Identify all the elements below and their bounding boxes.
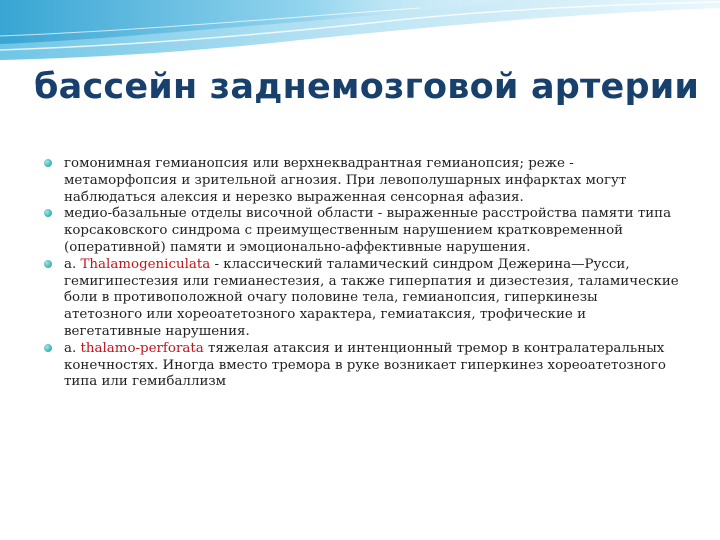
bullet-dot-icon xyxy=(44,260,52,268)
bullet-item-3 xyxy=(40,257,680,341)
decorative-wave-header xyxy=(0,0,720,70)
slide-title: бассейн заднемозговой артерии xyxy=(34,67,700,107)
bullet-dot-icon xyxy=(44,159,52,167)
bullet-text: - классический таламический синдром Дежерина—Русси, гемигипестезия или гемианестезия, а также гиперпатия и дизестезия, таламические боли в противоположной очагу половине тела, гемианопсия, гиперкинезы атетозного или хореоатетозного характера, гемиатаксия, трофические и вегетативные нарушения. xyxy=(64,256,679,339)
artery-name-highlight: Thalamogeniculata xyxy=(80,256,211,272)
bullet-prefix: a. xyxy=(64,340,81,356)
bullet-text: тяжелая атаксия и интенционный тремор в контралатеральных конечностях. Иногда вместо тремора в руке возникает гиперкинез хореоатетозного типа или гемибаллизм xyxy=(64,340,666,390)
artery-name-highlight: thalamo-perforata xyxy=(80,340,204,356)
bullet-dot-icon xyxy=(44,344,52,352)
bullet-prefix: a. xyxy=(64,256,81,272)
bullet-list xyxy=(40,156,680,391)
bullet-item-1 xyxy=(40,156,680,206)
bullet-item-4 xyxy=(40,341,680,391)
bullet-text: гомонимная гемианопсия или верхнеквадрантная гемианопсия; реже - метаморфопсия и зрительной агнозия. При левополушарных инфарктах могут наблюдаться алексия и нерезко выраженная сенсорная афазия. xyxy=(64,156,627,205)
bullet-dot-icon xyxy=(44,209,52,217)
bullet-text: медио-базальные отделы височной области - выраженные расстройства памяти типа корсаковского синдрома с преимущественным нарушением кратковременной (оперативной) памяти и эмоционально-аффективные нарушения. xyxy=(64,206,672,255)
bullet-item-2 xyxy=(40,206,680,256)
